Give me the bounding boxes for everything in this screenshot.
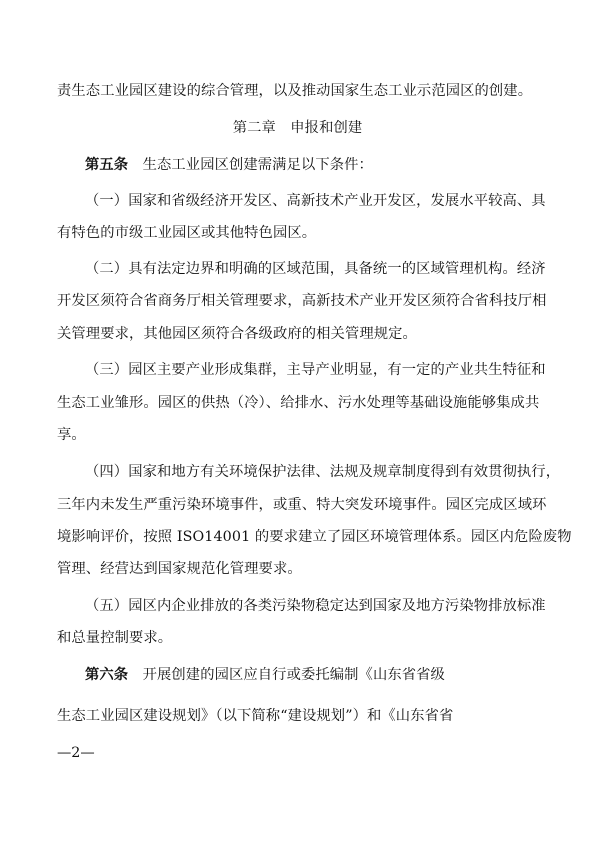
body-line: 有特色的市级工业园区或其他特色园区。 (57, 225, 317, 241)
body-line: （五）园区内企业排放的各类污染物稳定达到国家及地方污染物排放标准 (85, 598, 546, 614)
body-line: 责生态工业园区建设的综合管理，以及推动国家生态工业示范园区的创建。 (57, 83, 533, 99)
body-line: 关管理要求，其他园区须符合各级政府的相关管理规定。 (57, 326, 417, 342)
article-6-line (85, 665, 541, 685)
chapter-heading: 第二章 申报和创建 (232, 120, 363, 136)
body-line: 享。 (57, 427, 86, 443)
body-line: 境影响评价，按照 ISO14001 的要求建立了园区环境管理体系。园区内危险废物 (57, 529, 572, 545)
body-line: 管理、经营达到国家规范化管理要求。 (57, 561, 302, 577)
article-text: 生态工业园区创建需满足以下条件： (142, 157, 373, 173)
body-line: 三年内未发生严重污染环境事件，或重、特大突发环境事件。园区完成区域环 (57, 497, 547, 513)
article-text: 开展创建的园区应自行或委托编制《山东省省级 (142, 667, 445, 683)
body-line: 生态工业园区建设规划》（以下简称“建设规划”）和《山东省省 (57, 708, 454, 724)
article-heading: 第五条 (85, 157, 129, 173)
article-heading: 第六条 (85, 667, 129, 683)
body-line: （一）国家和省级经济开发区、高新技术产业开发区，发展水平较高、具 (85, 193, 546, 209)
body-line: 和总量控制要求。 (57, 630, 173, 646)
page-number: —2— (57, 745, 95, 761)
article-5-line (85, 155, 541, 175)
body-line: 开发区须符合省商务厅相关管理要求，高新技术产业开发区须符合省科技厅相 (57, 293, 547, 309)
body-line: （三）园区主要产业形成集群，主导产业明显，有一定的产业共生特征和 (85, 362, 546, 378)
body-line: （二）具有法定边界和明确的区域范围，具备统一的区域管理机构。经济 (85, 261, 546, 277)
article-spacer (128, 667, 142, 683)
body-line: （四）国家和地方有关环境保护法律、法规及规章制度得到有效贯彻执行， (85, 464, 561, 480)
body-line: 生态工业雏形。园区的供热（冷）、给排水、污水处理等基础设施能够集成共 (57, 395, 540, 411)
article-spacer (128, 157, 142, 173)
